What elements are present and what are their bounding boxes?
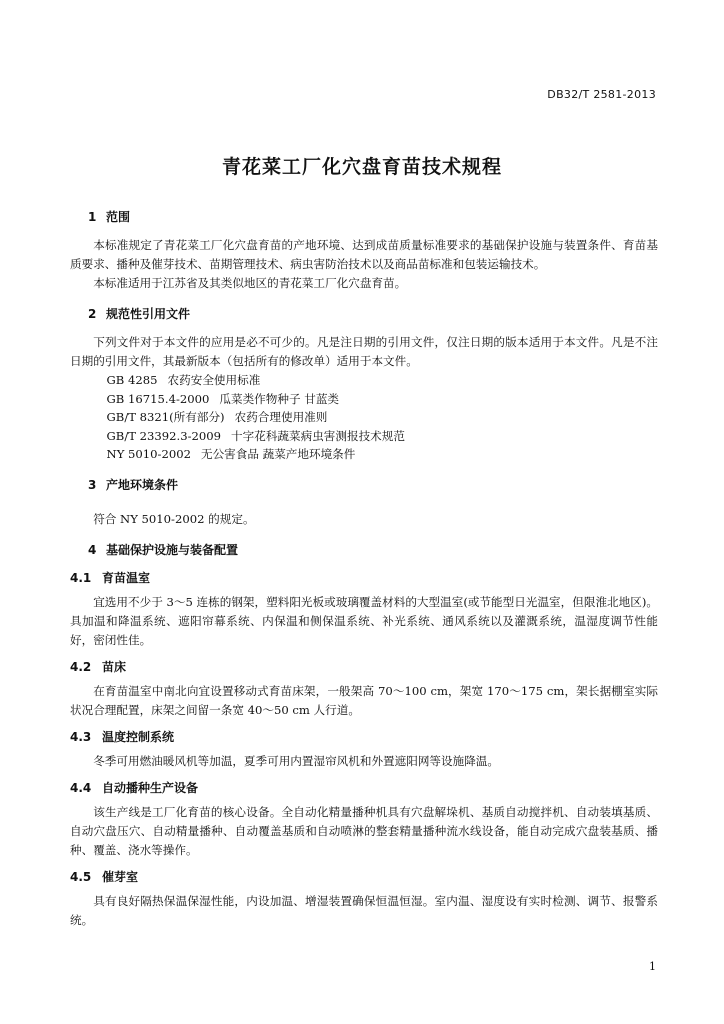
- subsection-heading-seedbed: [70, 658, 658, 676]
- reference-name: 农药合理使用准则: [234, 410, 328, 424]
- section-number: 2: [88, 307, 97, 321]
- section-number: 4: [88, 542, 97, 557]
- page-title: 青花菜工厂化穴盘育苗技术规程: [221, 156, 502, 178]
- reference-code: GB 4285: [106, 373, 158, 387]
- section-heading-scope: [88, 208, 658, 226]
- reference-code: GB 16715.4-2000: [106, 391, 210, 406]
- section-heading-environment: [88, 476, 658, 494]
- subsection-heading-temperature-control: [70, 728, 658, 746]
- subsection-number: 4.3: [70, 729, 92, 744]
- reference-name: 农药安全使用标准: [167, 373, 261, 387]
- reference-code: NY 5010-2002: [106, 447, 191, 461]
- subsection-title: 自动播种生产设备: [102, 780, 199, 795]
- subsection-title: 苗床: [102, 659, 127, 674]
- reference-name: 十字花科蔬菜病虫害测报技术规范: [231, 428, 405, 443]
- reference-item: [88, 445, 658, 464]
- subsection-number: 4.1: [70, 570, 92, 585]
- section-title: 产地环境条件: [106, 477, 179, 492]
- paragraph: 具有良好隔热保温保湿性能，内设加温、增湿装置确保恒温恒湿。室内温、湿度设有实时检测、调节、报警系统。: [70, 893, 658, 927]
- page-number: 1: [649, 960, 656, 973]
- subsection-title: 催芽室: [102, 869, 139, 884]
- paragraph: 在育苗温室中南北向宜设置移动式育苗床架，一般架高 70～100 cm，架宽 170～175 cm，架长据棚室实际状况合理配置，床架之间留一条宽 40～50 cm 人行道。: [70, 683, 658, 717]
- paragraph: 宜选用不少于 3～5 连栋的钢架，塑料阳光板或玻璃覆盖材料的大型温室(或节能型日光温室，但限淮北地区)。具加温和降温系统、遮阳帘幕系统、内保温和侧保温系统、补光系统、通风系统以及灌溉系统，温湿度调节性能好，密闭性佳。: [70, 594, 658, 647]
- subsection-number: 4.4: [70, 780, 92, 795]
- section-title: 范围: [106, 210, 131, 224]
- section-heading-normative-references: [88, 305, 658, 323]
- reference-name: 无公害食品 蔬菜产地环境条件: [200, 447, 356, 461]
- reference-name: 瓜菜类作物种子 甘蓝类: [219, 391, 340, 406]
- paragraph: 符合 NY 5010-2002 的规定。: [93, 511, 255, 526]
- reference-item: [88, 408, 658, 427]
- reference-item: [88, 371, 658, 390]
- subsection-number: 4.5: [70, 869, 92, 884]
- subsection-heading-germination-room: [70, 868, 658, 886]
- standard-code: DB32/T 2581-2013: [547, 88, 656, 101]
- paragraph: 下列文件对于本文件的应用是必不可少的。凡是注日期的引用文件，仅注日期的版本适用于本文件。凡是不注日期的引用文件，其最新版本（包括所有的修改单）适用于本文件。: [70, 335, 658, 368]
- section-title: 基础保护设施与装备配置: [106, 542, 239, 557]
- subsection-number: 4.2: [70, 659, 92, 674]
- subsection-title: 育苗温室: [102, 570, 151, 585]
- paragraph: 冬季可用燃油暖风机等加温，夏季可用内置湿帘风机和外置遮阳网等设施降温。: [93, 753, 499, 768]
- section-number: 1: [88, 210, 97, 224]
- reference-item: [88, 390, 658, 409]
- reference-code: GB/T 8321(所有部分): [106, 410, 225, 424]
- reference-code: GB/T 23392.3-2009: [106, 428, 222, 443]
- paragraph: 本标准适用于江苏省及其类似地区的青花菜工厂化穴盘育苗。: [93, 276, 407, 290]
- paragraph: 该生产线是工厂化育苗的核心设备。全自动化精量播种机具有穴盘解垛机、基质自动搅拌机、自动装填基质、自动穴盘压穴、自动精量播种、自动覆盖基质和自动喷淋的整套精量播种流水线设备，能自动完成穴盘装基质、播种、覆盖、浇水等操作。: [70, 804, 658, 857]
- section-heading-facilities: [88, 541, 658, 559]
- subsection-heading-seeding-equipment: [70, 779, 658, 797]
- section-title: 规范性引用文件: [106, 307, 191, 321]
- subsection-title: 温度控制系统: [102, 729, 175, 744]
- reference-item: [88, 427, 658, 446]
- document-body: [70, 208, 658, 930]
- subsection-heading-greenhouse: [70, 569, 658, 587]
- section-number: 3: [88, 477, 97, 492]
- paragraph: 本标准规定了青花菜工厂化穴盘育苗的产地环境、达到成苗质量标准要求的基础保护设施与装置条件、育苗基质要求、播种及催芽技术、苗期管理技术、病虫害防治技术以及商品苗标准和包装运输技术。: [70, 238, 658, 271]
